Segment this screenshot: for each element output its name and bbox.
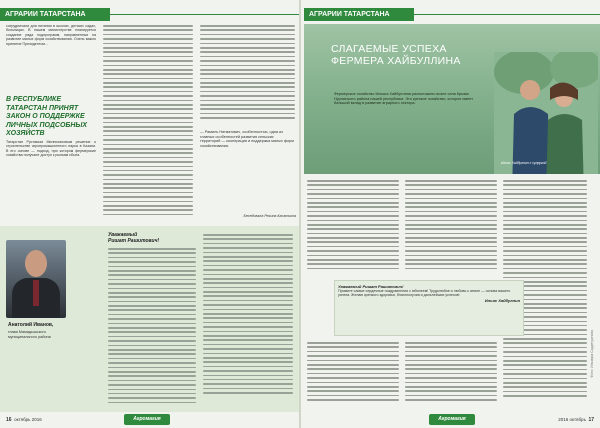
right-page [301,0,600,428]
portrait-head [25,250,47,277]
portrait-tie [33,280,39,306]
farmer-couple-photo [494,52,598,174]
left-footer-date: октябрь 2016 [14,417,42,422]
right-page-header: АГРАРИИ ТАТАРСТАНА [304,8,414,21]
signer-role: глава Мамадышского муниципального района [8,330,51,339]
article-column-1 [307,180,399,276]
left-page-number: 16 [6,417,12,423]
sidebar-heading: В РЕСПУБЛИКЕ ТАТАРСТАН ПРИНЯТ ЗАКОН О ПОДДЕРЖКЕ ЛИЧНЫХ ПОДСОБНЫХ ХОЗЯЙСТВ [6,96,88,137]
right-footer-date: 2016 октябрь [558,417,586,422]
right-magazine-logo: Агромагия [429,414,475,425]
article-column-2-bottom [405,342,497,408]
official-portrait-photo [6,240,66,318]
right-page-number: 17 [588,417,594,423]
letter-body: Примите самые сердечные поздравления с юбилеем! Трудолюбие и любовь к земле — основа вашего успеха. Желаю крепкого здоровья, благополучия и дальнейших успехов! [338,289,511,298]
interview-quote: — Рамиль Нигматович, особенностью, одна из главных особенностей развития сельских территорий — кооперация и поддержка малых форм хозяйствования. [200,130,294,148]
greeting-column-1 [108,248,196,408]
letter-signature: Ильяс Хайбуллин [484,297,520,303]
right-footer [301,412,600,428]
signer-name: Анатолий Иванов, [8,322,54,328]
article-title: СЛАГАЕМЫЕ УСПЕХА ФЕРМЕРА ХАЙБУЛЛИНА [331,43,461,67]
left-top-column-1: сотрудничали для питания в школах, детских садах, больницах. В нашем министерстве планируется создание ряда подпрограмм, направленных на развитие малых форм хозяйствования. Очень важно принятие Президентом... [6,24,96,46]
man-head [520,80,540,100]
woman-jacket [546,114,584,174]
left-page [0,0,299,428]
left-header-rule [110,14,299,15]
article-column-2 [405,180,497,276]
letter-title: Уважаемый Ришат Рашитович! [338,284,404,289]
article-intro: Фермерское хозяйство Ильяса Хайбуллина расположено возле села Крыма Нурлатского района нашей республики. Это крепкое хозяйство, которое имеет большой вклад в развитие аграрного сектора. [334,92,474,106]
greeting-title: Уважаемый Ришат Рашитович! [108,232,160,244]
left-page-header: АГРАРИИ ТАТАРСТАНА [0,8,110,21]
greeting-column-2 [203,234,293,404]
photo-credit: Фото: Ильмира Садретдинова [590,330,594,378]
left-top-column-2 [103,25,193,225]
article-column-1-bottom [307,342,399,408]
photo-caption: Ильяс Хайбуллин с супругой [501,161,547,165]
sidebar-text: Татарстан Рустамом Миннихановым решение о строительстве агропромышленного парка в Казани. В его основе — подход, при котором фермерские хозяйства получают доступ к рынкам сбыта. [6,140,96,158]
left-top-column-3 [200,25,295,125]
congratulation-letter [334,280,524,336]
right-header-rule [414,14,600,15]
interview-byline: Беседовала Регина Касаткина [243,214,296,218]
left-magazine-logo: Агромагия [124,414,170,425]
